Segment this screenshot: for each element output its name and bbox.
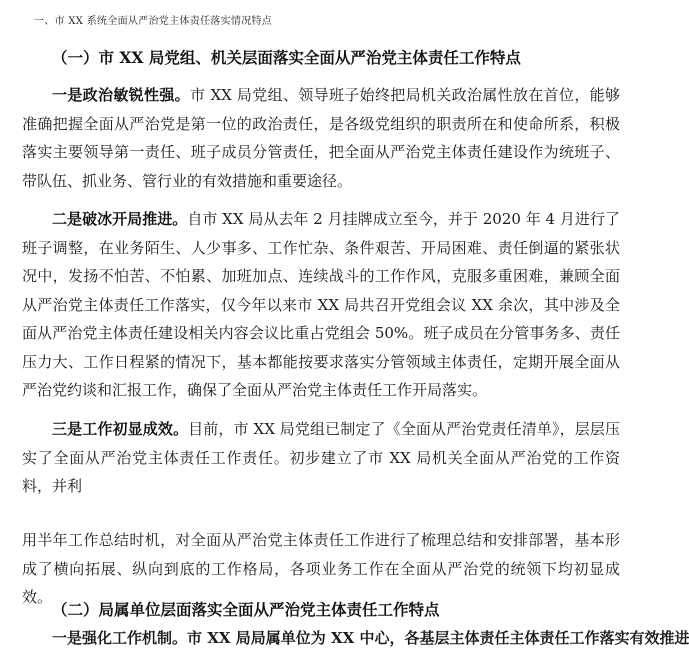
paragraph-3-text: 目前，市 XX 局党组已制定了《全面从严治党责任清单》，层层压实了全面从严治党主体责任工作责任。初步建立了市 XX 局机关全面从严治党的工作资料，并利 [22, 420, 620, 495]
paragraph-1-lead: 一是政治敏锐性强。 [52, 86, 191, 104]
paragraph-2-lead: 二是破冰开局推进。 [52, 210, 188, 228]
paragraph-2 [22, 205, 620, 405]
paragraph-3-lead: 三是工作初显成效。 [52, 420, 189, 438]
paragraph-4-partial: 一是强化工作机制。市 XX 局局属单位为 XX 中心，各基层主体责任主体责任工作落实有效推进 [52, 629, 689, 647]
subsection-title-2: （二）局属单位层面落实全面从严治党主体责任工作特点 [52, 600, 440, 619]
section-title: 一、市 XX 系统全面从严治党主体责任落实情况特点 [34, 16, 273, 27]
paragraph-2-text: 自市 XX 局从去年 2 月挂牌成立至今，并于 2020 年 4 月进行了班子调整，在业务陌生、人少事多、工作忙杂、条件艰苦、开局困难、责任倒逼的紧张状况中，发扬不怕苦、不怕累、加班加点、连续战斗的工作作风，克服多重困难，兼顾全面从严治党主体责任工作落实，仅今年以来市 XX 局共召开党组会议 XX 余次，其中涉及全面从严治党主体责任建设相关内容会议比重占党组会 50%。班子成员在分管事务多、责任压力大、工作日程紧的情况下，基本都能按要求落实分管领域主体责任，定期开展全面从严治党约谈和汇报工作，确保了全面从严治党主体责任工作开局落实。 [22, 210, 620, 399]
paragraph-1-text: 市 XX 局党组、领导班子始终把局机关政治属性放在首位，能够准确把握全面从严治党是第一位的政治责任，是各级党组织的职责所在和使命所系，积极落实主要领导第一责任、班子成员分管责任，把全面从严治党主体责任建设作为统班子、带队伍、抓业务、管行业的有效措施和重要途径。 [22, 86, 620, 190]
subsection-title-1: （一）市 XX 局党组、机关层面落实全面从严治党主体责任工作特点 [52, 48, 521, 67]
paragraph-3-continued: 用半年工作总结时机，对全面从严治党主体责任工作进行了梳理总结和安排部署，基本形成了横向拓展、纵向到底的工作格局，各项业务工作在全面从严治党的统领下均初显成效。 [22, 531, 620, 606]
paragraph-1 [22, 81, 620, 195]
page-break-gap [0, 478, 640, 518]
